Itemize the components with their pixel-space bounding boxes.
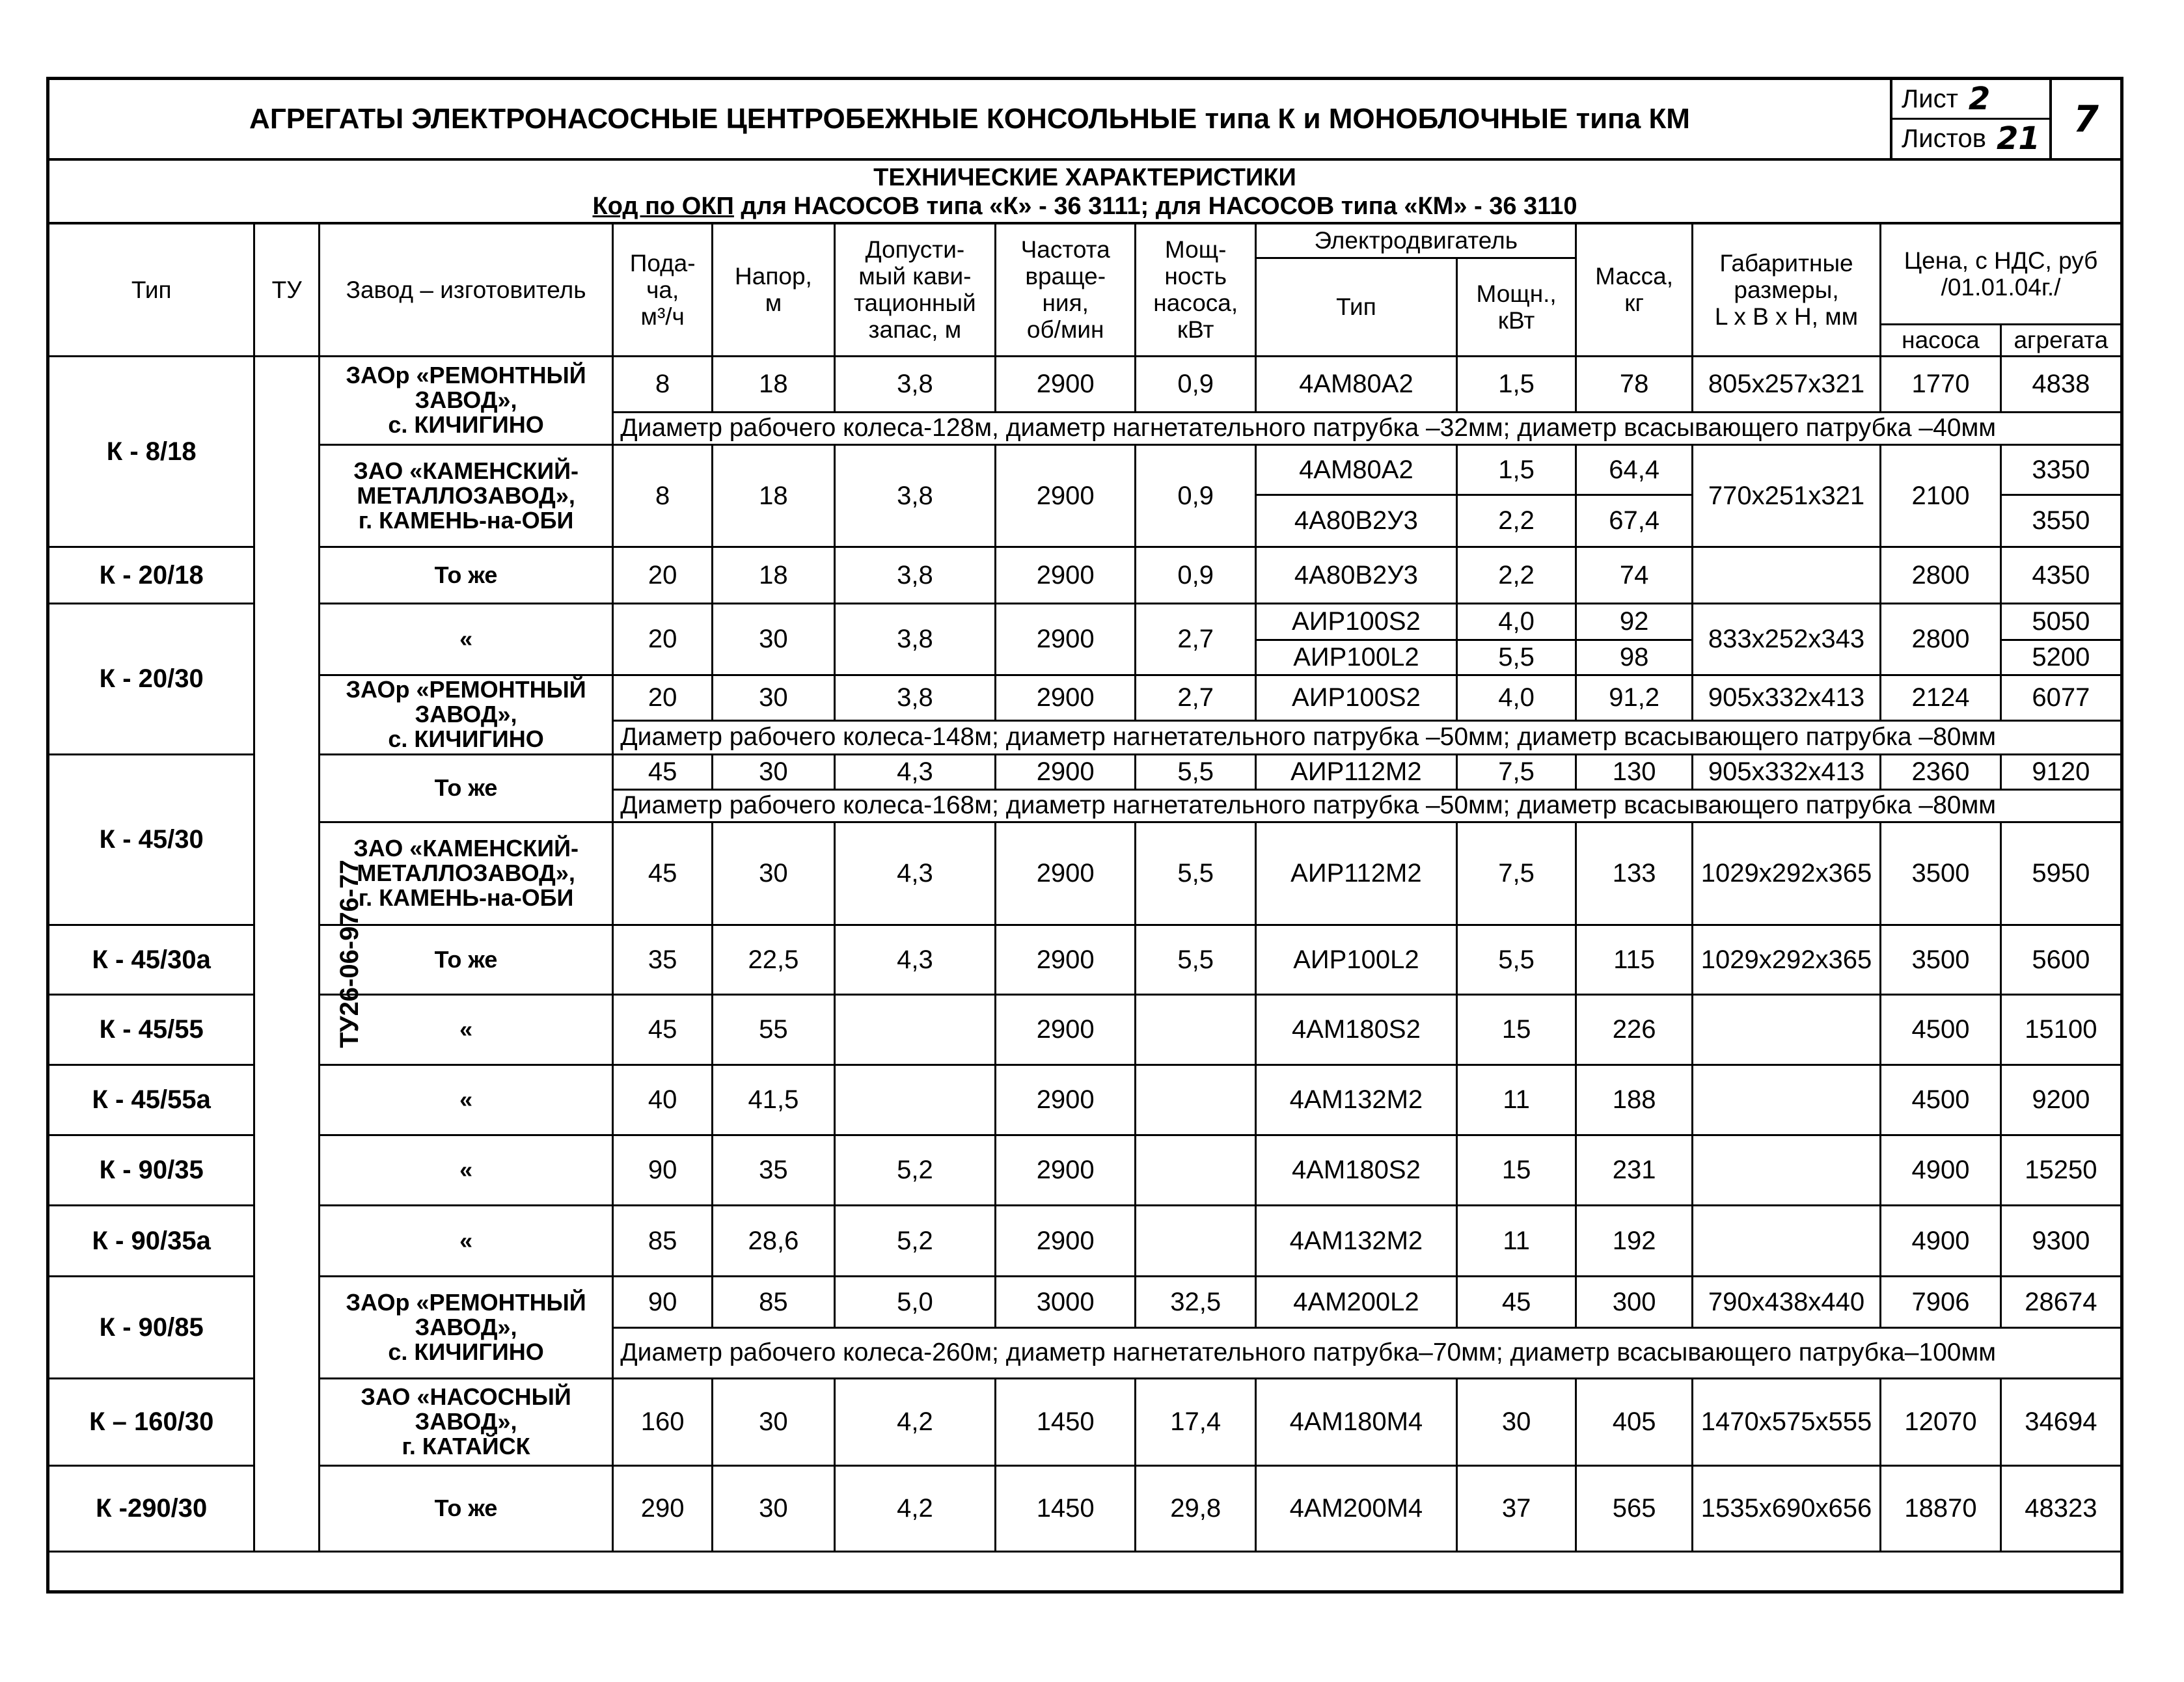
npsh-cell [834, 1065, 995, 1135]
header-type: Тип [49, 224, 254, 356]
pump-power-cell [1136, 1135, 1256, 1205]
header-head [713, 224, 835, 356]
pump-power-cell: 0,9 [1136, 547, 1256, 603]
npsh-cell: 3,8 [834, 547, 995, 603]
dims-cell: 1029x292x365 [1692, 925, 1880, 994]
plant-l2: МЕТАЛЛОЗАВОД», [357, 860, 575, 886]
feed-cell: 90 [613, 1276, 713, 1327]
motor-power-cell: 11 [1456, 1205, 1576, 1276]
dims-cell [1692, 1135, 1880, 1205]
feed-cell: 45 [613, 994, 713, 1065]
dims-cell: 905x332x413 [1692, 675, 1880, 720]
header-pump-power-l4: кВт [1177, 316, 1214, 344]
type-cell: К - 20/30 [49, 603, 254, 754]
motor-type-cell: 4АМ180S2 [1256, 994, 1457, 1065]
motor-type-cell: АИР100L2 [1256, 925, 1457, 994]
price-unit-cell: 3550 [2000, 495, 2120, 547]
note-cell: Диаметр рабочего колеса-260м; диаметр нагнетательного патрубка–70мм; диаметр всасывающего патрубка–100мм [613, 1327, 2120, 1378]
plant-cell [319, 1276, 612, 1378]
header-pump-power-l2: ность [1164, 263, 1227, 290]
header-motor-type: Тип [1256, 258, 1457, 356]
table-row [49, 547, 2120, 603]
head-cell: 18 [713, 547, 835, 603]
mass-cell: 98 [1576, 640, 1692, 675]
npsh-cell: 3,8 [834, 603, 995, 675]
type-cell: К - 45/30а [49, 925, 254, 994]
dims-cell: 790x438x440 [1692, 1276, 1880, 1327]
feed-cell: 85 [613, 1205, 713, 1276]
npsh-cell: 3,8 [834, 356, 995, 412]
motor-type-cell: 4АМ80А2 [1256, 444, 1457, 495]
motor-type-cell: АИР112М2 [1256, 754, 1457, 789]
mass-cell: 188 [1576, 1065, 1692, 1135]
pump-power-cell: 32,5 [1136, 1276, 1256, 1327]
dims-cell: 1535x690x656 [1692, 1465, 1880, 1551]
motor-type-cell: 4А80В2У3 [1256, 495, 1457, 547]
head-cell: 30 [713, 603, 835, 675]
feed-cell: 45 [613, 754, 713, 789]
npsh-cell: 5,2 [834, 1205, 995, 1276]
npsh-cell [834, 994, 995, 1065]
motor-power-cell: 15 [1456, 1135, 1576, 1205]
header-mass-l2: кг [1624, 290, 1644, 317]
dims-cell: 905x332x413 [1692, 754, 1880, 789]
plant-cell: « [319, 1135, 612, 1205]
motor-type-cell: АИР112М2 [1256, 822, 1457, 925]
price-pump-cell: 2100 [1881, 444, 2001, 547]
head-cell: 28,6 [713, 1205, 835, 1276]
header-speed-l1: Частота [1020, 236, 1110, 264]
type-cell: К - 90/35а [49, 1205, 254, 1276]
pump-power-cell: 5,5 [1136, 925, 1256, 994]
feed-cell: 90 [613, 1135, 713, 1205]
motor-type-cell: АИР100S2 [1256, 603, 1457, 640]
motor-type-cell: 4АМ200L2 [1256, 1276, 1457, 1327]
price-unit-cell: 3350 [2000, 444, 2120, 495]
plant-l2: ЗАВОД», [415, 701, 517, 727]
npsh-cell: 3,8 [834, 444, 995, 547]
okp-code-text: для НАСОСОВ типа «К» - 36 3111; для НАСОСОВ типа «КМ» - 36 3110 [733, 193, 1577, 220]
header-motor-power [1456, 258, 1576, 356]
price-pump-cell: 1770 [1881, 356, 2001, 412]
table-row [49, 1465, 2120, 1551]
mass-cell: 300 [1576, 1276, 1692, 1327]
dims-cell [1692, 547, 1880, 603]
motor-power-cell: 11 [1456, 1065, 1576, 1135]
header-head-l2: м [765, 290, 782, 317]
speed-cell: 2900 [995, 1065, 1135, 1135]
npsh-cell: 4,3 [834, 925, 995, 994]
head-cell: 30 [713, 1378, 835, 1465]
plant-cell: « [319, 994, 612, 1065]
plant-l3: с. КИЧИГИНО [388, 726, 544, 752]
motor-power-cell: 1,5 [1456, 444, 1576, 495]
head-cell: 18 [713, 444, 835, 547]
sheets-total: 21 [1996, 120, 2040, 157]
feed-cell: 45 [613, 822, 713, 925]
table-row [49, 1276, 2120, 1327]
header-price-l1: Цена, с НДС, руб [1904, 247, 2098, 274]
feed-cell: 20 [613, 675, 713, 720]
plant-cell [319, 444, 612, 547]
motor-type-cell: 4АМ180S2 [1256, 1135, 1457, 1205]
motor-type-cell: 4АМ132М2 [1256, 1065, 1457, 1135]
npsh-cell: 4,3 [834, 822, 995, 925]
plant-l3: г. КАМЕНЬ-на-ОБИ [358, 884, 574, 911]
table-row [49, 1205, 2120, 1276]
type-cell: К - 45/55 [49, 994, 254, 1065]
dims-cell [1692, 1065, 1880, 1135]
price-pump-cell: 4500 [1881, 994, 2001, 1065]
header-motor-power-l2: кВт [1497, 306, 1535, 334]
header-head-l1: Напор, [735, 263, 812, 290]
speed-cell: 2900 [995, 356, 1135, 412]
header-pump-power [1136, 224, 1256, 356]
mass-cell: 405 [1576, 1378, 1692, 1465]
price-unit-cell: 5600 [2000, 925, 2120, 994]
header-price-pump: насоса [1881, 324, 2001, 356]
header-price-l2: /01.01.04г./ [1941, 273, 2061, 301]
subtitle-line: ТЕХНИЧЕСКИЕ ХАРАКТЕРИСТИКИ [873, 164, 1296, 191]
motor-power-cell: 15 [1456, 994, 1576, 1065]
header-npsh-l1: Допусти- [865, 236, 965, 264]
header-speed-l4: об/мин [1026, 316, 1104, 344]
plant-cell: То же [319, 547, 612, 603]
feed-cell: 290 [613, 1465, 713, 1551]
type-cell: К -290/30 [49, 1465, 254, 1551]
plant-l3: г. КАМЕНЬ-на-ОБИ [358, 506, 574, 534]
speed-cell: 2900 [995, 1135, 1135, 1205]
pump-power-cell: 2,7 [1136, 675, 1256, 720]
feed-cell: 35 [613, 925, 713, 994]
price-pump-cell: 4500 [1881, 1065, 2001, 1135]
price-unit-cell: 5200 [2000, 640, 2120, 675]
sheets-label: Листов [1902, 124, 1986, 153]
type-cell: К - 20/18 [49, 547, 254, 603]
type-cell: К - 90/85 [49, 1276, 254, 1378]
price-unit-cell: 9200 [2000, 1065, 2120, 1135]
speed-cell: 2900 [995, 675, 1135, 720]
plant-cell: То же [319, 1465, 612, 1551]
mass-cell: 74 [1576, 547, 1692, 603]
header-speed-l2: враще- [1025, 263, 1106, 290]
plant-cell [319, 675, 612, 754]
feed-cell: 20 [613, 547, 713, 603]
price-unit-cell: 4838 [2000, 356, 2120, 412]
dims-cell [1692, 1205, 1880, 1276]
table-row [49, 754, 2120, 789]
header-mass-l1: Масса, [1595, 263, 1673, 290]
npsh-cell: 4,2 [834, 1378, 995, 1465]
header-speed-l3: ния, [1042, 290, 1089, 317]
motor-power-cell: 4,0 [1456, 603, 1576, 640]
price-unit-cell: 9120 [2000, 754, 2120, 789]
sheet-number-box [1890, 80, 2052, 158]
speed-cell: 2900 [995, 603, 1135, 675]
pump-power-cell: 5,5 [1136, 822, 1256, 925]
plant-l1: ЗАОр «РЕМОНТНЫЙ [346, 1288, 586, 1316]
price-unit-cell: 48323 [2000, 1465, 2120, 1551]
pump-power-cell: 5,5 [1136, 754, 1256, 789]
plant-cell: « [319, 1205, 612, 1276]
motor-type-cell: 4АМ180М4 [1256, 1378, 1457, 1465]
price-pump-cell: 12070 [1881, 1378, 2001, 1465]
table-row [49, 603, 2120, 640]
price-pump-cell: 2800 [1881, 547, 2001, 603]
speed-cell: 2900 [995, 925, 1135, 994]
head-cell: 35 [713, 1135, 835, 1205]
type-cell: К - 45/55а [49, 1065, 254, 1135]
head-cell: 85 [713, 1276, 835, 1327]
motor-power-cell: 7,5 [1456, 822, 1576, 925]
npsh-cell: 4,3 [834, 754, 995, 789]
plant-l2: ЗАВОД», [415, 1313, 517, 1340]
npsh-cell: 5,2 [834, 1135, 995, 1205]
header-mass [1576, 224, 1692, 356]
feed-cell: 40 [613, 1065, 713, 1135]
header-pump-power-l1: Мощ- [1164, 236, 1227, 264]
motor-power-cell: 7,5 [1456, 754, 1576, 789]
feed-cell: 160 [613, 1378, 713, 1465]
plant-cell: « [319, 603, 612, 675]
plant-l1: ЗАО «КАМЕНСКИЙ- [353, 457, 579, 484]
motor-power-cell: 2,2 [1456, 547, 1576, 603]
plant-l1: ЗАОр «РЕМОНТНЫЙ [346, 362, 586, 388]
price-pump-cell: 2360 [1881, 754, 2001, 789]
price-unit-cell: 15250 [2000, 1135, 2120, 1205]
specs-table [49, 224, 2120, 1553]
dims-cell: 1470x575x555 [1692, 1378, 1880, 1465]
pump-power-cell [1136, 1205, 1256, 1276]
pump-power-cell: 0,9 [1136, 356, 1256, 412]
title-bar [49, 80, 2120, 161]
plant-cell: То же [319, 754, 612, 822]
table-row [49, 1378, 2120, 1465]
sheet-number: 2 [1968, 81, 1991, 117]
motor-type-cell: 4А80В2У3 [1256, 547, 1457, 603]
header-npsh-l4: запас, м [868, 316, 962, 344]
npsh-cell: 5,0 [834, 1276, 995, 1327]
pump-power-cell [1136, 1065, 1256, 1135]
motor-type-cell: АИР100S2 [1256, 675, 1457, 720]
price-pump-cell: 7906 [1881, 1276, 2001, 1327]
motor-power-cell: 5,5 [1456, 640, 1576, 675]
type-cell: К – 160/30 [49, 1378, 254, 1465]
mass-cell: 192 [1576, 1205, 1692, 1276]
pump-power-cell: 0,9 [1136, 444, 1256, 547]
feed-cell: 20 [613, 603, 713, 675]
speed-cell: 2900 [995, 444, 1135, 547]
plant-l2: ЗАВОД», [415, 387, 517, 413]
table-row [49, 1065, 2120, 1135]
speed-cell: 2900 [995, 822, 1135, 925]
price-unit-cell: 6077 [2000, 675, 2120, 720]
plant-l3: с. КИЧИГИНО [388, 411, 544, 438]
head-cell: 30 [713, 754, 835, 789]
mass-cell: 133 [1576, 822, 1692, 925]
price-pump-cell: 4900 [1881, 1135, 2001, 1205]
motor-type-cell: 4АМ132М2 [1256, 1205, 1457, 1276]
note-cell: Диаметр рабочего колеса-128м, диаметр нагнетательного патрубка –32мм; диаметр всасывающего патрубка –40мм [613, 412, 2120, 444]
note-cell: Диаметр рабочего колеса-168м; диаметр нагнетательного патрубка –50мм; диаметр всасывающего патрубка –80мм [613, 789, 2120, 822]
motor-type-cell: АИР100L2 [1256, 640, 1457, 675]
motor-power-cell: 30 [1456, 1378, 1576, 1465]
motor-power-cell: 2,2 [1456, 495, 1576, 547]
speed-cell: 1450 [995, 1465, 1135, 1551]
header-feed [613, 224, 713, 356]
plant-cell [319, 356, 612, 444]
header-price-unit: агрегата [2000, 324, 2120, 356]
okp-code-label: Код по ОКП [592, 193, 734, 220]
head-cell: 22,5 [713, 925, 835, 994]
header-price [1881, 224, 2120, 324]
price-unit-cell: 28674 [2000, 1276, 2120, 1327]
price-unit-cell: 5950 [2000, 822, 2120, 925]
head-cell: 30 [713, 675, 835, 720]
price-pump-cell: 3500 [1881, 925, 2001, 994]
pump-power-cell: 29,8 [1136, 1465, 1256, 1551]
feed-cell: 8 [613, 356, 713, 412]
plant-l1: ЗАО «КАМЕНСКИЙ- [353, 835, 579, 861]
sheet-label: Лист [1902, 84, 1958, 113]
sheets-total-row [1892, 120, 2049, 157]
mass-cell: 565 [1576, 1465, 1692, 1551]
header-npsh-l3: тационный [854, 290, 976, 317]
header-dims-l2: размеры, [1734, 276, 1839, 303]
speed-cell: 3000 [995, 1276, 1135, 1327]
sheet-row [1892, 80, 2049, 120]
speed-cell: 2900 [995, 1205, 1135, 1276]
price-unit-cell: 15100 [2000, 994, 2120, 1065]
note-cell: Диаметр рабочего колеса-148м; диаметр нагнетательного патрубка –50мм; диаметр всасывающего патрубка –80мм [613, 720, 2120, 754]
dims-cell [1692, 994, 1880, 1065]
dims-cell: 805x257x321 [1692, 356, 1880, 412]
mass-cell: 91,2 [1576, 675, 1692, 720]
plant-cell: « [319, 1065, 612, 1135]
mass-cell: 231 [1576, 1135, 1692, 1205]
npsh-cell: 3,8 [834, 675, 995, 720]
motor-power-cell: 45 [1456, 1276, 1576, 1327]
page-title: АГРЕГАТЫ ЭЛЕКТРОНАСОСНЫЕ ЦЕНТРОБЕЖНЫЕ КОНСОЛЬНЫЕ типа К и МОНОБЛОЧНЫЕ типа КМ [249, 103, 1690, 135]
page-corner-number: 7 [2073, 98, 2099, 141]
mass-cell: 130 [1576, 754, 1692, 789]
motor-type-cell: 4АМ80А2 [1256, 356, 1457, 412]
mass-cell: 115 [1576, 925, 1692, 994]
feed-cell: 8 [613, 444, 713, 547]
pump-power-cell: 17,4 [1136, 1378, 1256, 1465]
price-unit-cell: 9300 [2000, 1205, 2120, 1276]
head-cell: 41,5 [713, 1065, 835, 1135]
header-npsh-l2: мый кави- [858, 263, 972, 290]
speed-cell: 1450 [995, 1378, 1135, 1465]
header-row [49, 224, 2120, 258]
head-cell: 18 [713, 356, 835, 412]
header-dims-l1: Габаритные [1719, 249, 1853, 277]
price-pump-cell: 2124 [1881, 675, 2001, 720]
header-motor-power-l1: Мощн., [1476, 280, 1557, 307]
header-dims-l3: L x B x H, мм [1714, 303, 1859, 330]
price-pump-cell: 4900 [1881, 1205, 2001, 1276]
motor-power-cell: 4,0 [1456, 675, 1576, 720]
header-npsh [834, 224, 995, 356]
speed-cell: 2900 [995, 754, 1135, 789]
dims-cell: 770x251x321 [1692, 444, 1880, 547]
header-feed-l2: ча, [646, 276, 679, 303]
header-pump-power-l3: насоса, [1153, 290, 1238, 317]
head-cell: 55 [713, 994, 835, 1065]
price-pump-cell: 3500 [1881, 822, 2001, 925]
mass-cell: 64,4 [1576, 444, 1692, 495]
table-row [49, 356, 2120, 412]
motor-power-cell: 1,5 [1456, 356, 1576, 412]
type-cell: К - 8/18 [49, 356, 254, 547]
table-subtitle [49, 161, 2120, 224]
mass-cell: 226 [1576, 994, 1692, 1065]
header-motor: Электродвигатель [1256, 224, 1576, 258]
head-cell: 30 [713, 1465, 835, 1551]
plant-cell: То же [319, 925, 612, 994]
price-unit-cell: 34694 [2000, 1378, 2120, 1465]
price-pump-cell: 18870 [1881, 1465, 2001, 1551]
tu-value: ТУ26-06-976-77 [335, 859, 364, 1048]
plant-cell [319, 1378, 612, 1465]
pump-power-cell [1136, 994, 1256, 1065]
header-speed [995, 224, 1135, 356]
head-cell: 30 [713, 822, 835, 925]
plant-l2: МЕТАЛЛОЗАВОД», [357, 482, 575, 509]
type-cell: К - 45/30 [49, 754, 254, 925]
plant-l2: ЗАВОД», [415, 1408, 517, 1435]
mass-cell: 67,4 [1576, 495, 1692, 547]
header-plant: Завод – изготовитель [319, 224, 612, 356]
price-unit-cell: 4350 [2000, 547, 2120, 603]
header-feed-l3: м³/ч [640, 303, 685, 330]
motor-type-cell: 4АМ200М4 [1256, 1465, 1457, 1551]
header-tu: ТУ [254, 224, 320, 356]
price-unit-cell: 5050 [2000, 603, 2120, 640]
header-dimensions [1692, 224, 1880, 356]
header-feed-l1: Пода- [629, 249, 696, 277]
npsh-cell: 4,2 [834, 1465, 995, 1551]
price-pump-cell: 2800 [1881, 603, 2001, 675]
speed-cell: 2900 [995, 547, 1135, 603]
table-row [49, 675, 2120, 720]
plant-l3: г. КАТАЙСК [402, 1433, 530, 1459]
plant-l3: с. КИЧИГИНО [388, 1338, 544, 1365]
type-cell: К - 90/35 [49, 1135, 254, 1205]
okp-code-line [49, 192, 2120, 221]
table-row [49, 444, 2120, 495]
datasheet [46, 77, 2123, 1594]
dims-cell: 833x252x343 [1692, 603, 1880, 675]
speed-cell: 2900 [995, 994, 1135, 1065]
mass-cell: 78 [1576, 356, 1692, 412]
dims-cell: 1029x292x365 [1692, 822, 1880, 925]
plant-l1: ЗАО «НАСОСНЫЙ [361, 1383, 571, 1410]
tu-cell [254, 356, 364, 1551]
mass-cell: 92 [1576, 603, 1692, 640]
motor-power-cell: 37 [1456, 1465, 1576, 1551]
pump-power-cell: 2,7 [1136, 603, 1256, 675]
plant-l1: ЗАОр «РЕМОНТНЫЙ [346, 676, 586, 703]
motor-power-cell: 5,5 [1456, 925, 1576, 994]
table-row [49, 1135, 2120, 1205]
